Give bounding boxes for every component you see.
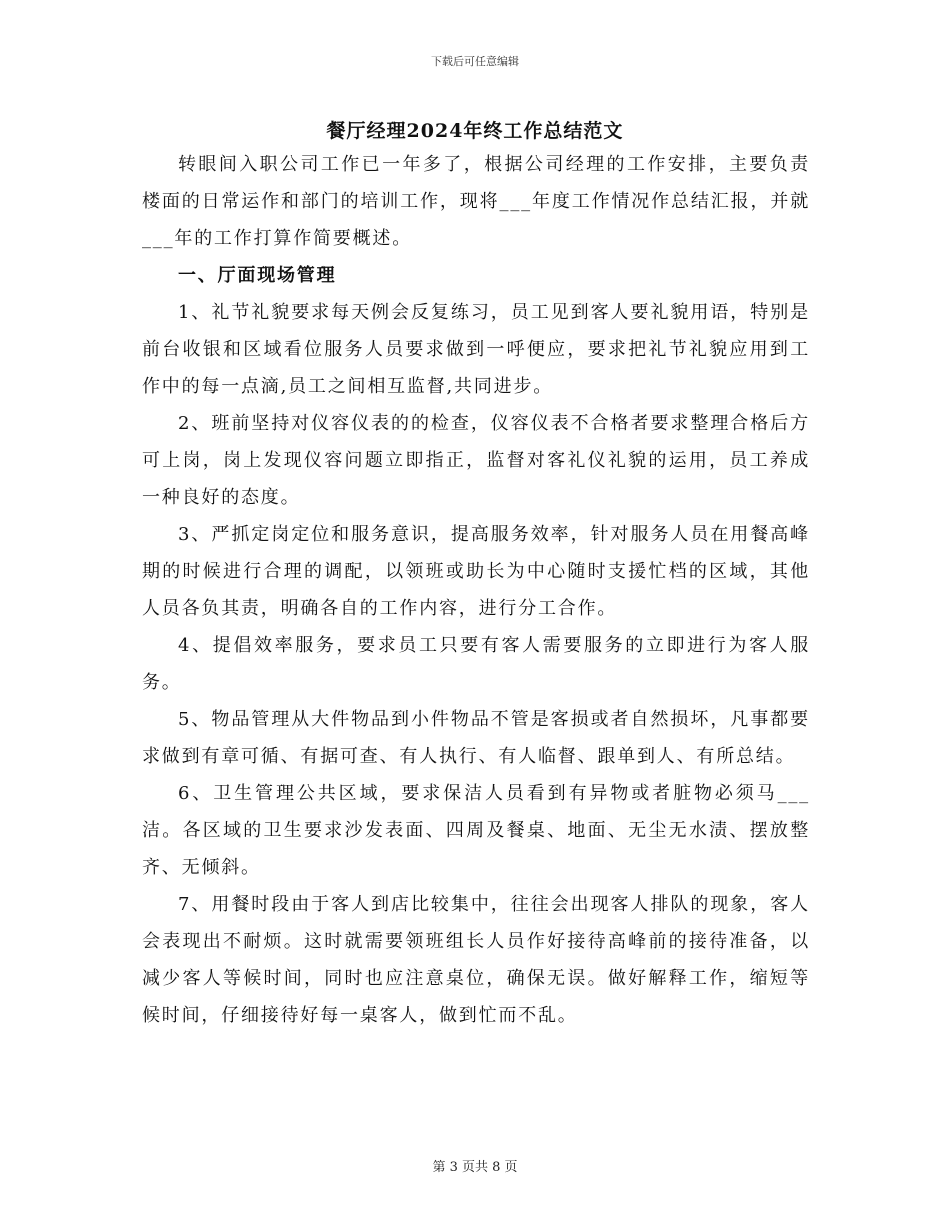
list-item-etiquette: 1、礼节礼貌要求每天例会反复练习，员工见到客人要礼貌用语，特别是前台收银和区域看位服务人员要求做到一呼便应，要求把礼节礼貌应用到工作中的每一点滴,员工之间相互监督,共同进步。 [142,302,810,397]
list-item-goods-management: 5、物品管理从大件物品到小件物品不管是客损或者自然损坏，凡事都要求做到有章可循、有据可查、有人执行、有人临督、跟单到人、有所总结。 [142,709,810,767]
list-item-hygiene-management: 6、卫生管理公共区域，要求保洁人员看到有异物或者脏物必须马___洁。各区域的卫生要求沙发表面、四周及餐桌、地面、无尘无水渍、摆放整齐、无倾斜。 [142,783,810,878]
list-item-peak-hours: 7、用餐时段由于客人到店比较集中，往往会出现客人排队的现象，客人会表现出不耐烦。这时就需要领班组长人员作好接待高峰前的接待准备，以减少客人等候时间，同时也应注意桌位，确保无误。做好解释工作，缩短等候时间，仔细接待好每一桌客人，做到忙而不乱。 [142,894,810,1026]
document-body [142,146,810,1034]
section-heading-floor-management: 一、厅面现场管理 [178,265,337,286]
page-header-note: 下载后可任意编辑 [431,55,519,68]
page-footer-number: 第 3 页共 8 页 [432,1160,518,1175]
document-title: 餐厅经理2024年终工作总结范文 [326,120,624,142]
list-item-appearance-check: 2、班前坚持对仪容仪表的的检查，仪容仪表不合格者要求整理合格后方可上岗，岗上发现仪容问题立即指正，监督对客礼仪礼貌的运用，员工养成一种良好的态度。 [142,413,810,508]
intro-paragraph: 转眼间入职公司工作已一年多了，根据公司经理的工作安排，主要负责楼面的日常运作和部门的培训工作，现将___年度工作情况作总结汇报，并就___年的工作打算作简要概述。 [142,154,810,249]
list-item-efficiency-service: 4、提倡效率服务，要求员工只要有客人需要服务的立即进行为客人服务。 [142,635,810,693]
list-item-post-positioning: 3、严抓定岗定位和服务意识，提高服务效率，针对服务人员在用餐高峰期的时候进行合理的调配，以领班或助长为中心随时支援忙档的区域，其他人员各负其责，明确各自的工作内容，进行分工合作。 [142,524,810,619]
